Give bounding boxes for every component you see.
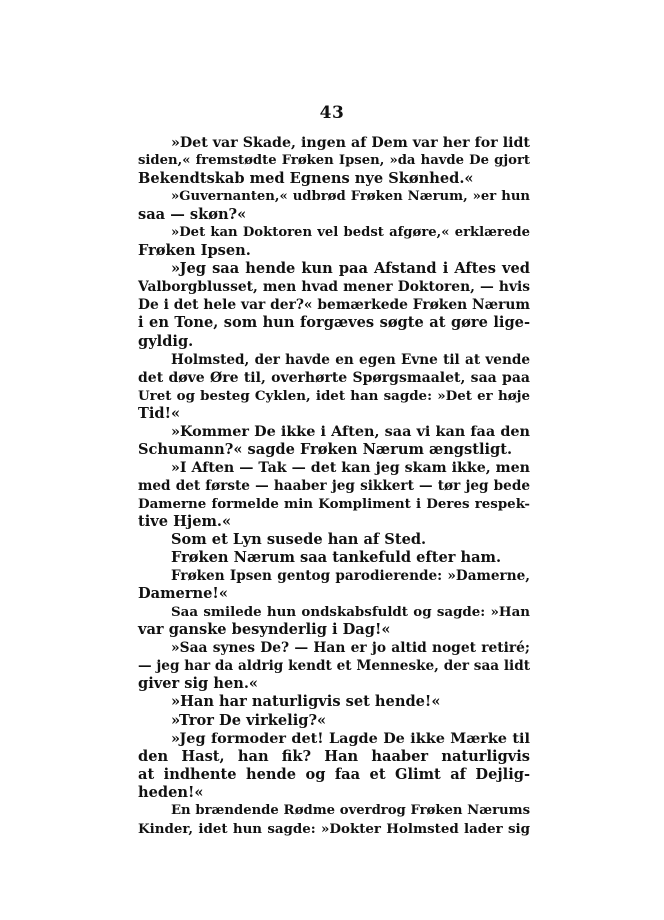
text-line: Som et Lyn susede han af Sted. [171,531,427,549]
text-line: — jeg har da aldrig kendt et Menneske, der saa lidt [138,658,530,675]
text-line: »I Aften — Tak — det kan jeg skam ikke, men [171,459,530,476]
text-line: »Tror De virkelig?« [171,711,327,729]
text-line: den Hast, han fik? Han haaber naturligvis [138,747,530,765]
text-line: i en Tone, som hun forgæves søgte at gøre lige- [138,314,530,332]
text-line: Schumann?« sagde Frøken Nærum ængstligt. [138,440,513,458]
page-body-text [138,134,530,838]
text-line: En brændende Rødme overdrog Frøken Nærums [171,802,530,818]
text-line: Damerne formelde min Kompliment i Deres respek- [138,495,530,512]
text-line: var ganske besynderlig i Dag!« [138,621,391,639]
text-line: at indhente hende og faa et Glimt af Dejlig- [138,765,530,783]
text-line: heden!« [138,783,204,801]
text-line: Uret og besteg Cyklen, idet han sagde: »Det er høje [138,387,530,404]
text-line: siden,« fremstødte Frøken Ipsen, »da havde De gjort [138,153,530,169]
text-line: Tid!« [138,404,181,422]
text-line: Frøken Ipsen. [138,242,251,260]
text-line: Saa smilede hun ondskabsfuldt og sagde: »Han [171,604,530,621]
text-line: »Saa synes De? — Han er jo altid noget retiré; [171,640,530,657]
text-line: Frøken Ipsen gentog parodierende: »Damerne, [171,568,530,585]
text-line: Kinder, idet hun sagde: »Dokter Holmsted lader sig [138,820,530,837]
text-line: »Kommer De ikke i Aften, saa vi kan faa den [171,422,530,440]
text-line: »Det kan Doktoren vel bedst afgøre,« erklærede [171,225,530,241]
text-line: »Han har naturligvis set hende!« [171,693,441,711]
text-line: giver sig hen.« [138,675,259,693]
text-line: tive Hjem.« [138,512,232,530]
page-number: 43 [319,103,345,123]
text-line: »Jeg saa hende kun paa Afstand i Aftes ved [171,260,530,278]
text-line: Holmsted, der havde en egen Evne til at vende [171,351,530,368]
text-line: saa — skøn?« [138,206,247,224]
text-line: »Det var Skade, ingen af Dem var her for lidt [171,135,530,151]
text-line: »Jeg formoder det! Lagde De ikke Mærke til [171,729,530,747]
text-line: Valborgblusset, men hvad mener Doktoren, — hvis [138,279,530,296]
text-line: Frøken Nærum saa tankefuld efter ham. [171,549,502,567]
text-line: De i det hele var der?« bemærkede Frøken Nærum [138,297,530,314]
text-line: Bekendtskab med Egnens nye Skønhed.« [138,170,474,188]
text-line: gyldig. [138,332,194,350]
text-line: Damerne!« [138,585,228,603]
text-line: med det første — haaber jeg sikkert — tør jeg bede [138,477,530,494]
text-line: det døve Øre til, overhørte Spørgsmaalet, saa paa [138,369,530,386]
text-line: »Guvernanten,« udbrød Frøken Nærum, »er hun [171,189,530,205]
